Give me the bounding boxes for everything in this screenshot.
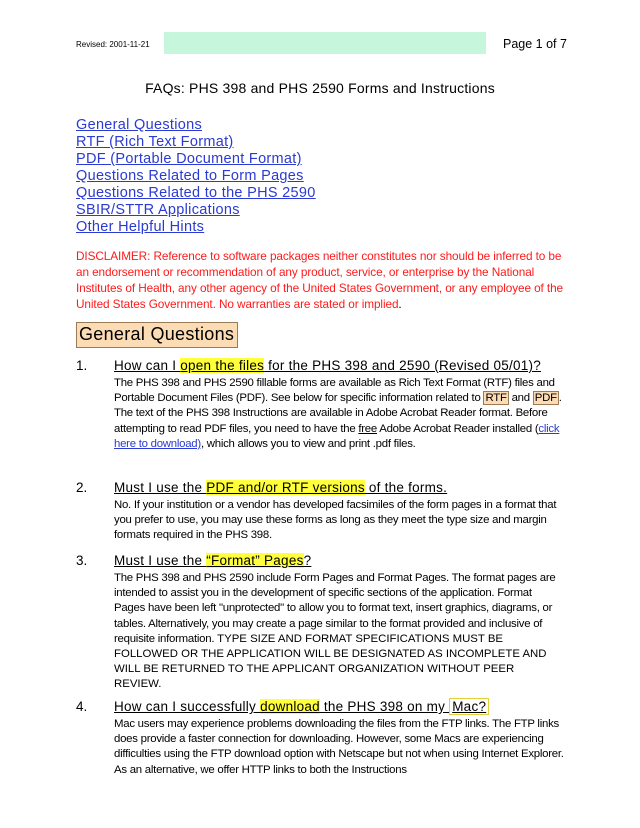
answer-text: The PHS 398 and PHS 2590 include Form Pages and Format Pages. The format pages are intended to assist you in the development of specific sections of the application. Format Pages have been left "unprotected" to allow you to format text, insert graphics, diagrams, or tables. Alternatively, you may create a page similar to the format provided and inclusive of requisite information. — [114, 572, 556, 645]
faq-question — [114, 358, 541, 373]
answer-text: The PHS 398 and PHS 2590 fillable forms are available as Rich Text Format (RTF) files and Portable Document Files (PDF). See below for specific information related to — [114, 377, 555, 405]
question-highlight: “Format” Pages — [206, 553, 304, 568]
faq-question — [114, 553, 311, 568]
disclaimer — [76, 248, 566, 312]
faq-question — [114, 480, 447, 495]
rtf-link[interactable]: RTF — [485, 392, 507, 405]
toc-link-phs-2590[interactable]: Questions Related to the PHS 2590 — [76, 185, 316, 201]
answer-text: , which allows you to view and print .pdf files. — [200, 437, 416, 450]
toc-link-rtf[interactable]: RTF (Rich Text Format) — [76, 134, 234, 150]
header-bar — [164, 32, 486, 54]
faq-answer — [114, 571, 564, 693]
answer-text: . The text of the PHS 398 Instructions are available in Adobe Acrobat Reader format. Before attempting to read PDF files, you need to have the — [114, 392, 562, 435]
question-text: for the PHS 398 and 2590 (Revised 05/01)? — [264, 358, 542, 373]
question-text: Must I use the — [114, 553, 207, 568]
toc-link-other-hints[interactable]: Other Helpful Hints — [76, 219, 205, 235]
faq-number: 3. — [76, 553, 88, 568]
question-text: the PHS 398 on my — [319, 699, 450, 714]
question-highlight: PDF and/or RTF versions — [206, 480, 365, 495]
page-title: FAQs: PHS 398 and PHS 2590 Forms and Instructions — [145, 80, 495, 96]
question-highlight: download — [260, 699, 320, 714]
pdf-link[interactable]: PDF — [534, 392, 557, 405]
faq-answer — [114, 376, 564, 452]
answer-text: and — [508, 392, 533, 405]
toc-link-general-questions[interactable]: General Questions — [76, 117, 202, 133]
question-text: How can I successfully — [114, 699, 261, 714]
faq-answer: No. If your institution or a vendor has developed facsimiles of the form pages in a format that you prefer to use, you may use these forms as long as they meet the type size and margin formats required in the PHS 398. — [114, 499, 557, 542]
question-text: ? — [303, 553, 312, 568]
question-box: Mac? — [449, 698, 489, 715]
question-text: Must I use the — [114, 480, 207, 495]
disclaimer-text: DISCLAIMER: Reference to software packages neither constitutes nor should be inferred to be an endorsement or recommendation of any product, service, or enterprise by the National Institutes of Health, any other agency of the United States Government, or any employee of the United States Government. No warranties are stated or implied — [76, 249, 564, 311]
question-highlight: open the files — [180, 358, 265, 373]
table-of-contents — [76, 117, 316, 236]
section-heading-general-questions: General Questions — [76, 322, 238, 348]
toc-link-form-pages[interactable]: Questions Related to Form Pages — [76, 168, 304, 184]
faq-number: 1. — [76, 358, 88, 373]
disclaimer-period: . — [398, 297, 402, 311]
question-text: How can I — [114, 358, 181, 373]
download-link[interactable]: click here to download) — [114, 422, 560, 450]
revised-date: Revised: 2001-11-21 — [76, 40, 150, 49]
faq-number: 2. — [76, 480, 88, 495]
answer-caps-warning: TYPE SIZE AND FORMAT SPECIFICATIONS MUST BE FOLLOWED OR THE APPLICATION WILL BE DESIGNATED AS INCOMPLETE AND WILL BE RETURNED TO THE APPLICANT ORGANIZATION WITHOUT PEER REVIEW. — [114, 632, 547, 691]
answer-text: Adobe Acrobat Reader installed ( — [376, 422, 539, 435]
faq-answer: Mac users may experience problems downloading the files from the FTP links. The FTP links does provide a faster connection for downloading. However, some Macs are experiencing difficulties using the FTP download option with Netscape but not when using Internet Explorer. As an alternative, we offer HTTP links to both the Instructions — [114, 718, 564, 776]
toc-link-pdf[interactable]: PDF (Portable Document Format) — [76, 151, 302, 167]
toc-link-sbir-sttr[interactable]: SBIR/STTR Applications — [76, 202, 240, 218]
page-number: Page 1 of 7 — [503, 37, 567, 51]
faq-number: 4. — [76, 699, 88, 714]
question-text: of the forms. — [364, 480, 448, 495]
faq-question — [114, 699, 489, 714]
free-text: free — [358, 422, 377, 435]
